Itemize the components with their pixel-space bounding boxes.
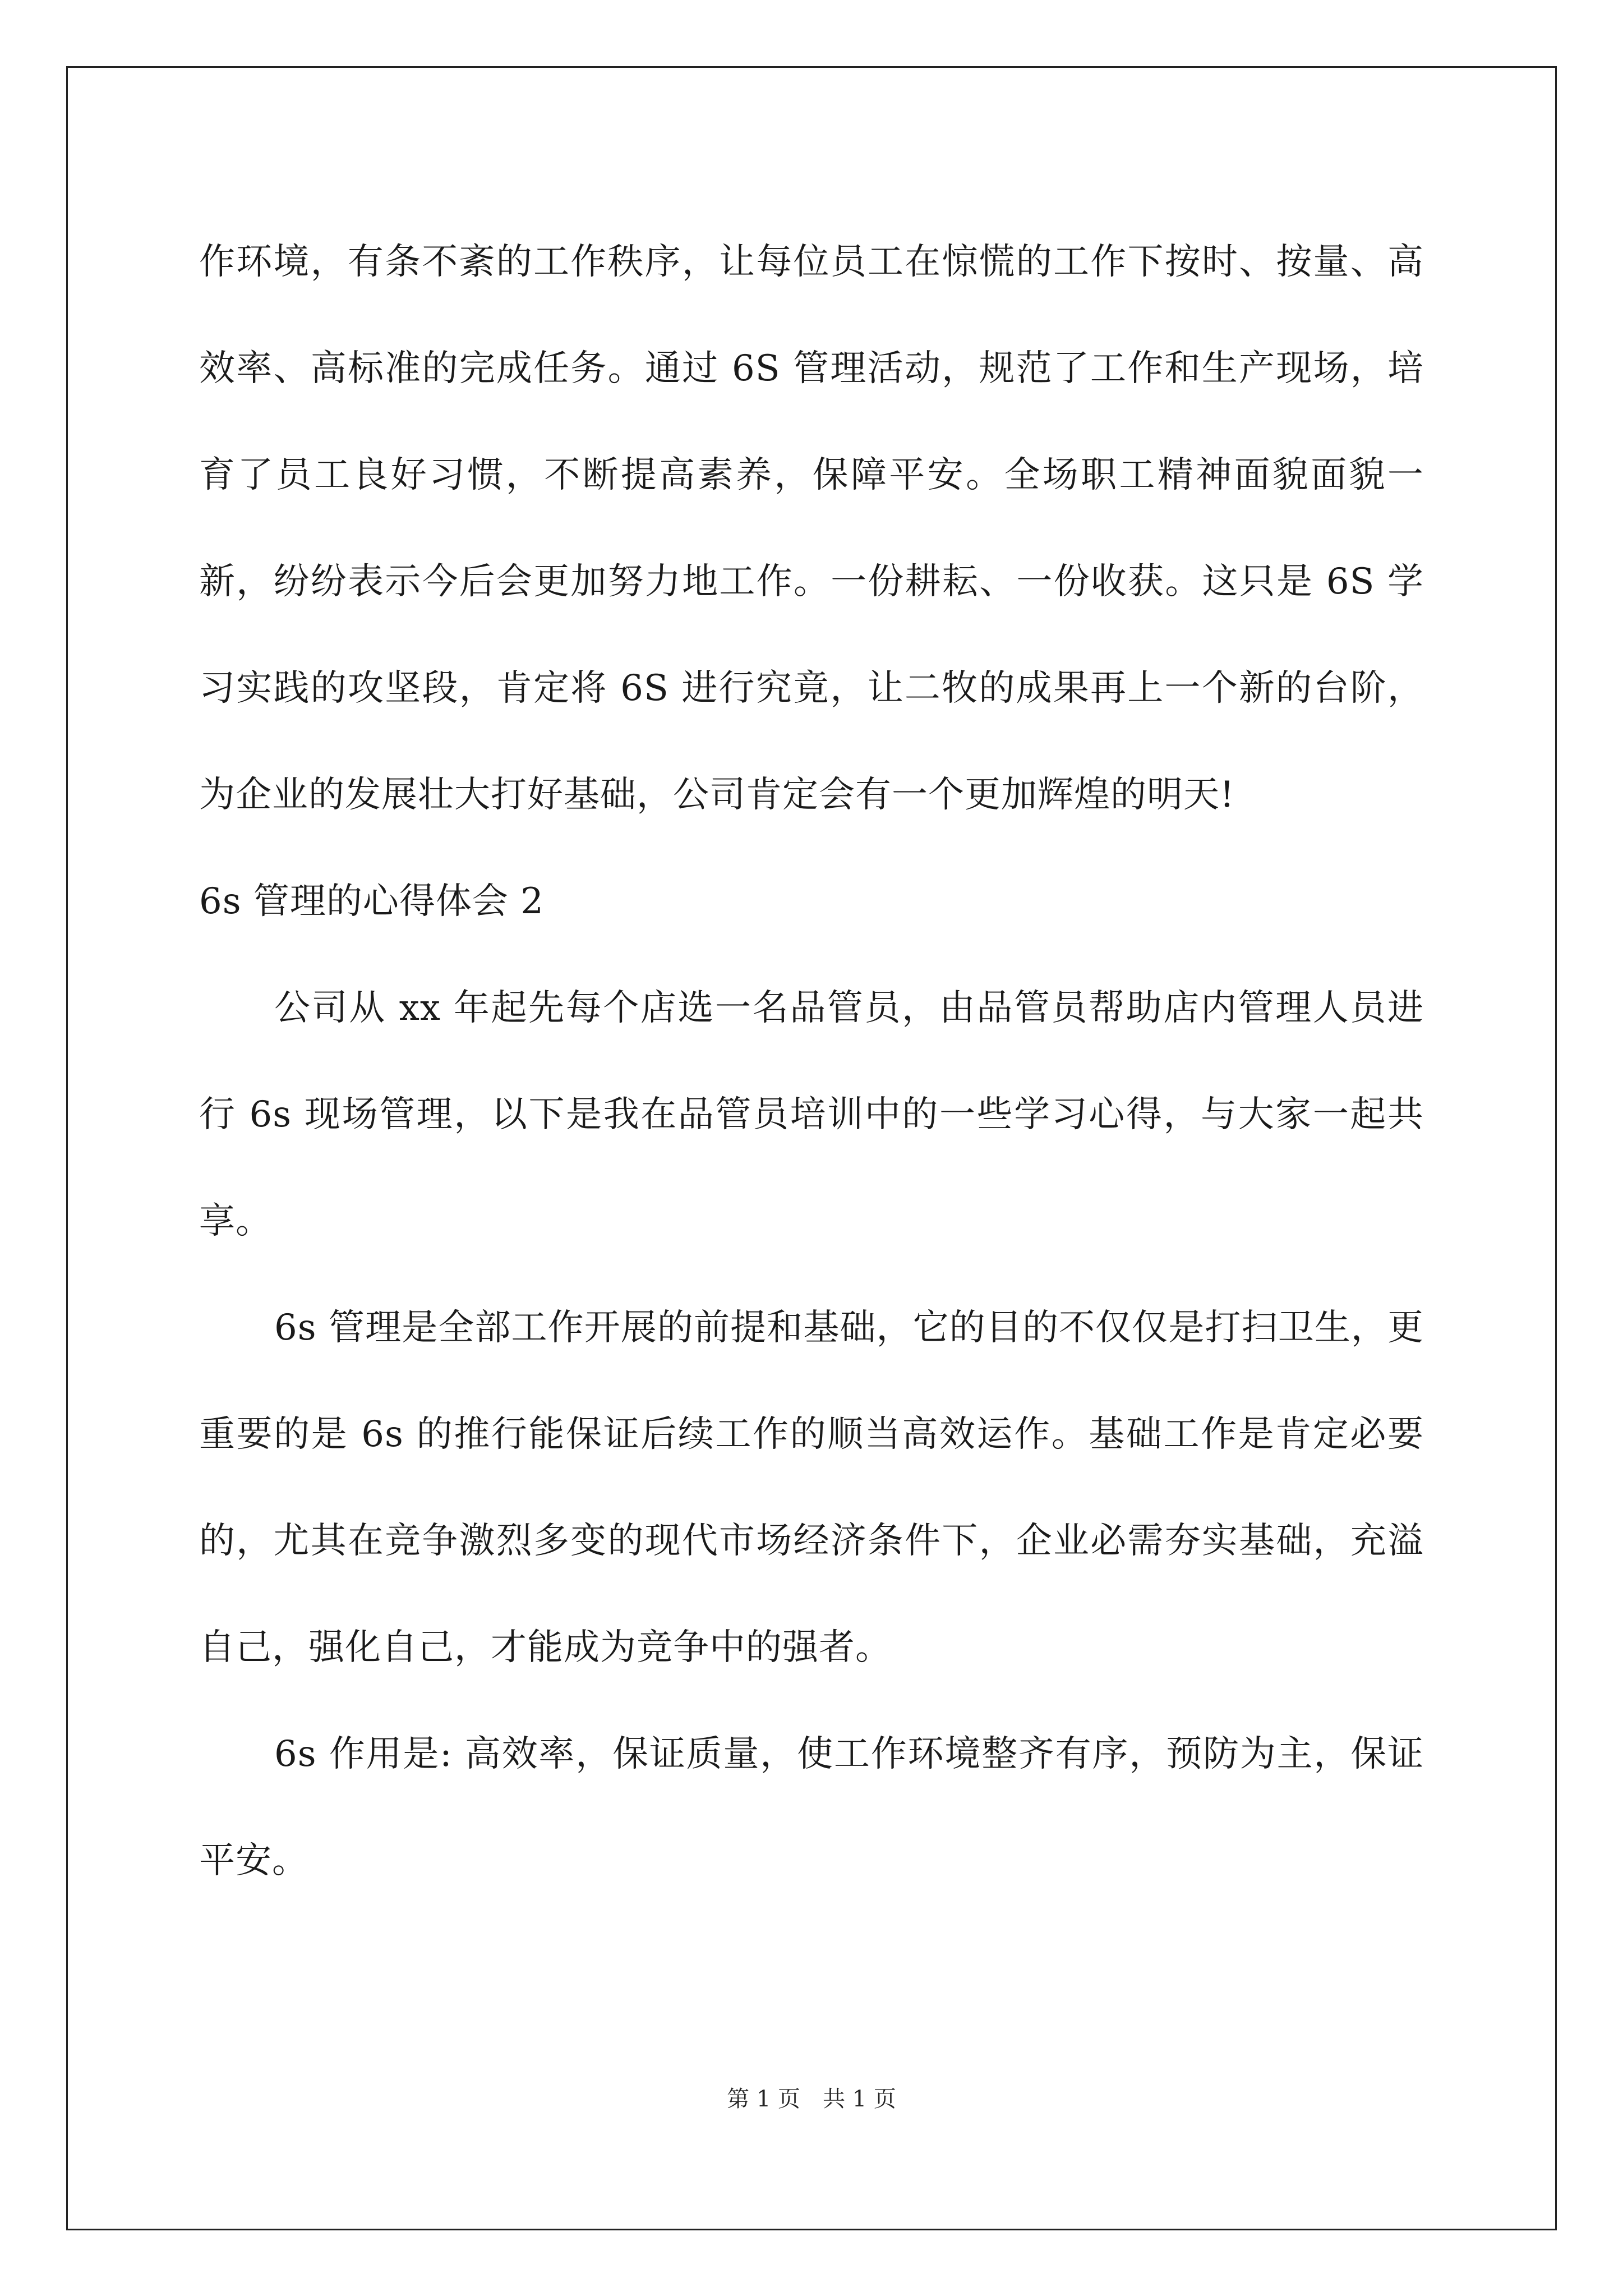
document-body	[199, 209, 1424, 1914]
page-number-footer: 第 1 页 共 1 页	[727, 2086, 896, 2112]
paragraph: 公司从 xx 年起先每个店选一名品管员，由品管员帮助店内管理人员进行 6s 现场管理，以下是我在品管员培训中的一些学习心得，与大家一起共享。	[199, 987, 1424, 1242]
paragraph: 6s 作用是: 高效率，保证质量，使工作环境整齐有序，预防为主，保证平安。	[199, 1733, 1424, 1881]
section-heading: 6s 管理的心得体会 2	[199, 881, 544, 922]
paragraph-continuation: 作环境，有条不紊的工作秩序，让每位员工在惊慌的工作下按时、按量、高效率、高标准的完成任务。通过 6S 管理活动，规范了工作和生产现场，培育了员工良好习惯，不断提高素养，保障平安。全场职工精神面貌面貌一新，纷纷表示今后会更加努力地工作。一份耕耘、一份收获。这只是 6S 学习实践的攻坚段，肯定将 6S 进行究竟，让二牧的成果再上一个新的台阶，为企业的发展壮大打好基础，公司肯定会有一个更加辉煌的明天!	[199, 241, 1424, 816]
paragraph: 6s 管理是全部工作开展的前提和基础，它的目的不仅仅是打扫卫生，更重要的是 6s 的推行能保证后续工作的顺当高效运作。基础工作是肯定必要的，尤其在竞争激烈多变的现代市场经济条件下，企业必需夯实基础，充溢自己，强化自己，才能成为竞争中的强者。	[199, 1307, 1424, 1668]
